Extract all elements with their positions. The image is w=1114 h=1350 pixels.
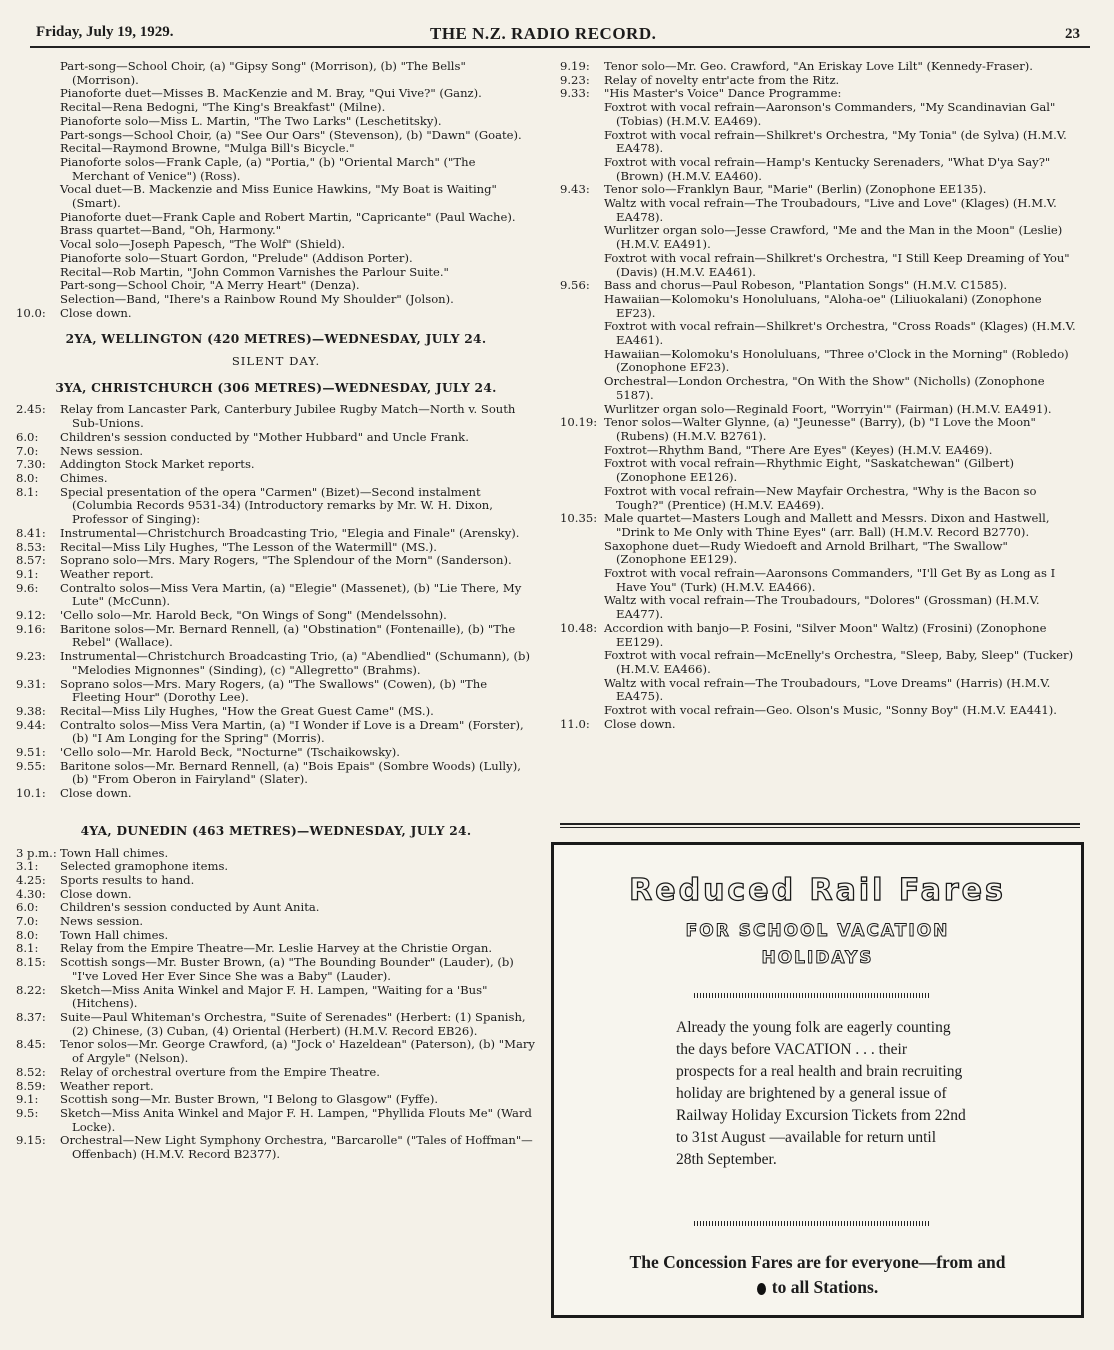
programme-item	[560, 485, 1080, 512]
page-number: 23	[1065, 26, 1080, 42]
programme-item	[560, 74, 1080, 88]
programme-time	[16, 129, 60, 143]
programme-item	[16, 541, 536, 555]
ad-body-text: Already the young folk are eagerly counting the days before VACATION . . . their prospects for a real health and brain recruiting holiday are brightened by a general issue of Railway Holiday Excursion Tickets from 22nd to 31st August —available for return until 28th September.	[676, 1019, 966, 1168]
programme-text: Weather report.	[60, 566, 154, 581]
programme-item	[560, 293, 1080, 320]
programme-time	[560, 457, 604, 484]
programme-text: Relay from the Empire Theatre—Mr. Leslie Harvey at the Christie Organ.	[60, 941, 493, 956]
programme-text: Town Hall chimes.	[60, 927, 169, 942]
programme-item	[16, 129, 536, 143]
programme-time: 9.44:	[16, 717, 46, 732]
programme-time: 9.16:	[16, 621, 46, 636]
programme-time: 9.33:	[560, 86, 590, 101]
programme-time: 8.57:	[16, 553, 46, 568]
programme-item	[16, 293, 536, 307]
programme-time	[560, 156, 604, 183]
programme-time: 10.48:	[560, 620, 598, 635]
header-rule	[30, 46, 1090, 48]
programme-text: Addington Stock Market reports.	[60, 457, 255, 472]
programme-text: Foxtrot with vocal refrain—Hamp's Kentucky Serenaders, "What D'ya Say?" (Brown) (H.M.V. EA460).	[604, 154, 1051, 183]
programme-item	[16, 156, 536, 183]
programme-item	[16, 650, 536, 677]
programme-time: 9.55:	[16, 758, 46, 773]
programme-time	[560, 540, 604, 567]
programme-time	[16, 115, 60, 129]
programme-item	[16, 1080, 536, 1094]
programme-text: Orchestral—London Orchestra, "On With the Show" (Nicholls) (Zonophone 5187).	[604, 374, 1045, 402]
programme-text: Selection—Band, "Ihere's a Rainbow Round My Shoulder" (Jolson).	[60, 291, 454, 306]
programme-text: Close down.	[60, 786, 132, 801]
programme-text: Recital—Rob Martin, "John Common Varnishes the Parlour Suite."	[60, 264, 449, 279]
programme-time: 10.0:	[16, 305, 46, 320]
programme-text: Hawaiian—Kolomoku's Honoluluans, "Aloha-oe" (Liliuokalani) (Zonophone EF23).	[604, 291, 1042, 320]
programme-text: Soprano solo—Mrs. Mary Rogers, "The Splendour of the Morn" (Sanderson).	[60, 553, 512, 568]
station-heading-wellington: 2YA, WELLINGTON (420 METRES)—WEDNESDAY, JULY 24.	[65, 332, 487, 347]
programme-item	[16, 609, 536, 623]
programme-item	[560, 156, 1080, 183]
programme-time	[16, 252, 60, 266]
programme-text: Waltz with vocal refrain—The Troubadours, "Live and Love" (Klages) (H.M.V. EA478).	[604, 196, 1057, 224]
programme-time: 7.0:	[16, 914, 39, 929]
programme-item	[560, 444, 1080, 458]
programme-text: Tenor solos—Walter Glynne, (a) "Jeunesse" (Barry), (b) "I Love the Moon" (Rubens) (H.M.V. B2761).	[604, 415, 1036, 443]
programme-item	[16, 472, 536, 486]
programme-time	[560, 403, 604, 417]
programme-time	[560, 348, 604, 375]
programme-item	[16, 568, 536, 582]
programme-time: 9.23:	[16, 649, 46, 664]
programme-item	[560, 649, 1080, 676]
programme-time: 7.0:	[16, 443, 39, 458]
page-header	[30, 22, 1080, 48]
programme-time: 9.23:	[560, 72, 590, 87]
programme-time: 8.1:	[16, 941, 39, 956]
programme-text: Foxtrot with vocal refrain—Shilkret's Orchestra, "My Tonia" (de Sylva) (H.M.V. EA478).	[604, 127, 1067, 156]
ad-footer	[574, 1250, 1061, 1300]
programme-time: 8.41:	[16, 525, 46, 540]
programme-item	[560, 512, 1080, 539]
programme-text: Brass quartet—Band, "Oh, Harmony."	[60, 223, 282, 238]
column-divider	[560, 823, 1080, 825]
programme-item	[16, 942, 536, 956]
programme-text: Tenor solo—Franklyn Baur, "Marie" (Berlin) (Zonophone EE135).	[604, 182, 987, 197]
programme-text: Bass and chorus—Paul Robeson, "Plantation Songs" (H.M.V. C1585).	[604, 278, 1008, 293]
station-heading-dunedin: 4YA, DUNEDIN (463 METRES)—WEDNESDAY, JULY 24.	[80, 823, 472, 838]
programme-time: 9.56:	[560, 278, 590, 293]
ad-footer-line-2-text: to all Stations.	[771, 1277, 879, 1297]
programme-text: 'Cello solo—Mr. Harold Beck, "On Wings of Song" (Mendelssohn).	[60, 608, 447, 623]
programme-text: News session.	[60, 914, 144, 929]
programme-item	[16, 888, 536, 902]
programme-text: Recital—Miss Lily Hughes, "How the Great Guest Came" (MS.).	[60, 703, 434, 718]
programme-item	[560, 677, 1080, 704]
programme-time: 9.12:	[16, 608, 46, 623]
programme-time: 6.0:	[16, 429, 39, 444]
programme-time	[16, 60, 60, 87]
programme-item	[560, 252, 1080, 279]
programme-text: Orchestral—New Light Symphony Orchestra, "Barcarolle" ("Tales of Hoffman"—Offenbach) (H.M.V. Record B2377).	[60, 1133, 533, 1162]
programme-item	[560, 224, 1080, 251]
programme-time: 9.1:	[16, 1092, 39, 1107]
programme-item	[560, 60, 1080, 74]
dunedin-programme-continued	[560, 60, 1080, 731]
programme-time	[560, 101, 604, 128]
ad-subheading-2: HOLIDAYS	[761, 948, 874, 968]
programme-text: News session.	[60, 443, 144, 458]
programme-time	[560, 444, 604, 458]
programme-text: Waltz with vocal refrain—The Troubadours, "Dolores" (Grossman) (H.M.V. EA477).	[604, 593, 1040, 622]
programme-text: Accordion with banjo—P. Fosini, "Silver Moon" Waltz) (Frosini) (Zonophone EE129).	[604, 620, 1047, 649]
programme-item	[16, 266, 536, 280]
programme-text: Male quartet—Masters Lough and Mallett and Messrs. Dixon and Hastwell, "Drink to Me Only with Thine Eyes" (arr. Ball) (H.M.V. Record B2770).	[604, 511, 1050, 539]
programme-time	[560, 704, 604, 718]
programme-time: 9.51:	[16, 745, 46, 760]
dunedin-programme	[16, 847, 536, 1162]
ad-dash-rule	[694, 993, 929, 998]
programme-time	[560, 567, 604, 594]
programme-text: Foxtrot with vocal refrain—Geo. Olson's Music, "Sonny Boy" (H.M.V. EA441).	[604, 703, 1057, 718]
programme-item	[560, 718, 1080, 732]
programme-time: 9.38:	[16, 703, 46, 718]
programme-text: Pianoforte solo—Miss L. Martin, "The Two Larks" (Leschetitsky).	[60, 113, 442, 128]
programme-item	[16, 984, 536, 1011]
right-column	[560, 60, 1080, 731]
programme-text: Contralto solos—Miss Vera Martin, (a) "I Wonder if Love is a Dream" (Forster), (b) "I Am Longing for the Spring" (Morris).	[60, 717, 524, 746]
programme-item	[16, 760, 536, 787]
programme-item	[16, 860, 536, 874]
programme-text: Baritone solos—Mr. Bernard Rennell, (a) "Bois Epais" (Sombre Woods) (Lully), (b) "From Oberon in Fairyland" (Slater).	[60, 758, 521, 787]
programme-item	[16, 224, 536, 238]
programme-item	[16, 847, 536, 861]
programme-time	[16, 101, 60, 115]
programme-time	[16, 183, 60, 210]
programme-item	[16, 431, 536, 445]
programme-text: Scottish songs—Mr. Buster Brown, (a) "The Bounding Bounder" (Lauder), (b) "I've Loved Her Ever Since She was a Baby" (Lauder).	[60, 955, 514, 983]
programme-text: Pianoforte solo—Stuart Gordon, "Prelude" (Addison Porter).	[60, 250, 413, 265]
programme-time: 2.45:	[16, 402, 46, 417]
programme-time: 8.59:	[16, 1078, 46, 1093]
programme-item	[560, 279, 1080, 293]
programme-item	[560, 704, 1080, 718]
programme-time	[16, 156, 60, 183]
programme-time	[560, 197, 604, 224]
programme-time	[560, 649, 604, 676]
programme-item	[16, 1011, 536, 1038]
programme-time	[560, 320, 604, 347]
programme-item	[16, 445, 536, 459]
programme-time: 8.53:	[16, 539, 46, 554]
programme-text: Wurlitzer organ solo—Jesse Crawford, "Me and the Man in the Moon" (Leslie) (H.M.V. EA491).	[604, 223, 1063, 252]
publication-title: THE N.Z. RADIO RECORD.	[430, 24, 657, 43]
programme-item	[560, 567, 1080, 594]
programme-text: Pianoforte duet—Frank Caple and Robert Martin, "Capricante" (Paul Wache).	[60, 209, 516, 224]
programme-text: Foxtrot with vocal refrain—Aaronson's Commanders, "My Scandinavian Gal" (Tobias) (H.M.V. EA469).	[604, 100, 1056, 128]
programme-text: Vocal solo—Joseph Papesch, "The Wolf" (Shield).	[60, 237, 346, 252]
programme-text: Close down.	[604, 716, 676, 731]
programme-text: Recital—Rena Bedogni, "The King's Breakfast" (Milne).	[60, 100, 386, 115]
ink-blot-icon	[757, 1283, 766, 1295]
programme-time	[560, 677, 604, 704]
ad-footer-line-2	[574, 1275, 1061, 1300]
programme-time: 9.6:	[16, 580, 39, 595]
programme-item	[560, 101, 1080, 128]
programme-text: Soprano solos—Mrs. Mary Rogers, (a) "The Swallows" (Cowen), (b) "The Fleeting Hour" (Dorothy Lee).	[60, 676, 488, 705]
programme-text: Selected gramophone items.	[60, 859, 229, 874]
programme-time: 8.52:	[16, 1064, 46, 1079]
programme-time: 3 p.m.:	[16, 845, 57, 860]
programme-item	[16, 403, 536, 430]
programme-item	[16, 486, 536, 527]
programme-item	[560, 622, 1080, 649]
programme-time: 10.1:	[16, 786, 46, 801]
ad-subheading: FOR SCHOOL VACATION	[685, 921, 950, 941]
programme-item	[560, 594, 1080, 621]
programme-text: Chimes.	[60, 470, 108, 485]
programme-text: Part-song—School Choir, (a) "Gipsy Song" (Morrison), (b) "The Bells" (Morrison).	[60, 59, 466, 87]
programme-time	[16, 266, 60, 280]
programme-item	[16, 458, 536, 472]
programme-time	[16, 224, 60, 238]
programme-text: Vocal duet—B. Mackenzie and Miss Eunice Hawkins, "My Boat is Waiting" (Smart).	[60, 182, 497, 211]
programme-text: Foxtrot with vocal refrain—Aaronsons Commanders, "I'll Get By as Long as I Have You" (Turk) (H.M.V. EA466).	[604, 566, 1056, 594]
programme-item	[16, 719, 536, 746]
programme-text: Suite—Paul Whiteman's Orchestra, "Suite of Serenades" (Herbert: (1) Spanish, (2) Chinese, (3) Cuban, (4) Oriental (Herbert) (H.M.V. Record EB26).	[60, 1010, 526, 1038]
programme-text: Children's session conducted by "Mother Hubbard" and Uncle Frank.	[60, 429, 469, 444]
programme-text: Sketch—Miss Anita Winkel and Major F. H. Lampen, "Phyllida Flouts Me" (Ward Locke).	[60, 1105, 532, 1134]
programme-time: 8.15:	[16, 955, 46, 970]
programme-item	[16, 307, 536, 321]
programme-item	[560, 87, 1080, 101]
programme-text: Weather report.	[60, 1078, 154, 1093]
programme-item	[16, 874, 536, 888]
programme-time: 11.0:	[560, 716, 590, 731]
programme-item	[16, 956, 536, 983]
programme-item	[16, 183, 536, 210]
programme-item	[16, 101, 536, 115]
rail-fares-advertisement	[551, 842, 1084, 1318]
programme-text: Town Hall chimes.	[60, 845, 169, 860]
programme-time: 9.43:	[560, 182, 590, 197]
programme-time	[16, 87, 60, 101]
programme-text: Wurlitzer organ solo—Reginald Foort, "Worryin'" (Fairman) (H.M.V. EA491).	[604, 401, 1052, 416]
programme-time: 6.0:	[16, 900, 39, 915]
programme-item	[560, 197, 1080, 224]
programme-item	[560, 183, 1080, 197]
programme-item	[16, 705, 536, 719]
programme-time: 9.1:	[16, 566, 39, 581]
programme-text: Instrumental—Christchurch Broadcasting Trio, "Elegia and Finale" (Arensky).	[60, 525, 520, 540]
programme-item	[16, 142, 536, 156]
programme-item	[16, 238, 536, 252]
programme-text: Baritone solos—Mr. Bernard Rennell, (a) "Obstination" (Fontenaille), (b) "The Rebel" (Wallace).	[60, 621, 516, 650]
programme-time: 4.25:	[16, 872, 46, 887]
programme-text: 'Cello solo—Mr. Harold Beck, "Nocturne" (Tschaikowsky).	[60, 745, 400, 760]
programme-time: 8.1:	[16, 484, 39, 499]
ad-headline: Reduced Rail Fares	[629, 873, 1006, 908]
programme-time	[16, 238, 60, 252]
programme-item	[560, 320, 1080, 347]
programme-item	[16, 211, 536, 225]
programme-time: 9.19:	[560, 59, 590, 73]
programme-item	[16, 678, 536, 705]
programme-time	[16, 293, 60, 307]
christchurch-programme	[16, 403, 536, 800]
left-column	[16, 60, 536, 1162]
programme-text: Tenor solos—Mr. George Crawford, (a) "Jock o' Hazeldean" (Paterson), (b) "Mary of Argyle" (Nelson).	[60, 1037, 535, 1066]
programme-item	[16, 252, 536, 266]
programme-time: 8.22:	[16, 982, 46, 997]
programme-text: Recital—Miss Lily Hughes, "The Lesson of the Watermill" (MS.).	[60, 539, 437, 554]
programme-text: Instrumental—Christchurch Broadcasting Trio, (a) "Abendlied" (Schumann), (b) "Melodies Mignonnes" (Sinding), (c) "Allegretto" (Brahms).	[60, 649, 531, 677]
programme-time	[560, 594, 604, 621]
programme-text: Tenor solo—Mr. Geo. Crawford, "An Eriskay Love Lilt" (Kennedy-Fraser).	[604, 59, 1033, 73]
programme-item	[16, 901, 536, 915]
programme-text: Foxtrot with vocal refrain—New Mayfair Orchestra, "Why is the Bacon so Tough?" (Prentice) (H.M.V. EA469).	[604, 483, 1037, 512]
programme-text: Foxtrot—Rhythm Band, "There Are Eyes" (Keyes) (H.M.V. EA469).	[604, 442, 993, 457]
programme-item	[16, 1066, 536, 1080]
programme-time: 9.15:	[16, 1133, 46, 1148]
programme-item	[16, 623, 536, 650]
programme-item	[16, 746, 536, 760]
programme-item	[16, 279, 536, 293]
programme-item	[16, 87, 536, 101]
programme-time: 8.45:	[16, 1037, 46, 1052]
programme-text: Relay of novelty entr'acte from the Ritz.	[604, 72, 840, 87]
programme-time	[560, 252, 604, 279]
programme-text: Relay of orchestral overture from the Empire Theatre.	[60, 1064, 380, 1079]
ad-footer-line-1: The Concession Fares are for everyone—from and	[629, 1252, 1006, 1272]
issue-date: Friday, July 19, 1929.	[36, 24, 174, 40]
programme-time	[560, 129, 604, 156]
programme-text: Foxtrot with vocal refrain—Shilkret's Orchestra, "I Still Keep Dreaming of You" (Davis) (H.M.V. EA461).	[604, 250, 1070, 279]
programme-item	[16, 1093, 536, 1107]
programme-item	[16, 60, 536, 87]
programme-text: Contralto solos—Miss Vera Martin, (a) "Elegie" (Massenet), (b) "Lie There, My Lute" (McCunn).	[60, 580, 522, 609]
programme-item	[16, 787, 536, 801]
programme-text: Relay from Lancaster Park, Canterbury Jubilee Rugby Match—North v. South Sub-Unions.	[60, 402, 516, 431]
programme-time: 8.37:	[16, 1010, 46, 1024]
programme-continued	[16, 60, 536, 320]
programme-text: Children's session conducted by Aunt Anita.	[60, 900, 320, 915]
programme-time: 7.30:	[16, 457, 46, 472]
programme-text: Pianoforte duet—Misses B. MacKenzie and M. Bray, "Qui Vive?" (Ganz).	[60, 86, 482, 101]
programme-item	[16, 115, 536, 129]
programme-text: Waltz with vocal refrain—The Troubadours, "Love Dreams" (Harris) (H.M.V. EA475).	[604, 675, 1051, 704]
programme-time	[560, 375, 604, 402]
programme-text: Foxtrot with vocal refrain—McEnelly's Orchestra, "Sleep, Baby, Sleep" (Tucker) (H.M.V. EA466).	[604, 648, 1074, 676]
programme-time: 9.5:	[16, 1105, 39, 1120]
programme-text: Foxtrot with vocal refrain—Shilkret's Orchestra, "Cross Roads" (Klages) (H.M.V. EA461).	[604, 319, 1076, 348]
programme-item	[560, 540, 1080, 567]
programme-time	[560, 293, 604, 320]
station-heading-christchurch: 3YA, CHRISTCHURCH (306 METRES)—WEDNESDAY, JULY 24.	[55, 380, 497, 395]
programme-time	[16, 279, 60, 293]
programme-time	[560, 224, 604, 251]
programme-text: Saxophone duet—Rudy Wiedoeft and Arnold Brilhart, "The Swallow" (Zonophone EE129).	[604, 538, 1008, 567]
programme-item	[560, 129, 1080, 156]
programme-text: Sketch—Miss Anita Winkel and Major F. H. Lampen, "Waiting for a 'Bus" (Hitchens).	[60, 982, 488, 1011]
silent-day-note: SILENT DAY.	[231, 354, 321, 369]
programme-item	[16, 1134, 536, 1161]
programme-item	[16, 915, 536, 929]
column-divider-thin	[560, 827, 1080, 828]
programme-text: Hawaiian—Kolomoku's Honoluluans, "Three o'Clock in the Morning" (Robledo) (Zonophone EF23).	[604, 346, 1069, 375]
programme-item	[16, 582, 536, 609]
programme-text: Close down.	[60, 305, 132, 320]
programme-text: Recital—Raymond Browne, "Mulga Bill's Bicycle."	[60, 141, 355, 156]
programme-text: Close down.	[60, 886, 132, 901]
programme-time: 10.19:	[560, 415, 598, 430]
ad-dash-rule-bottom	[694, 1221, 929, 1226]
programme-item	[16, 1107, 536, 1134]
programme-text: Part-song—School Choir, "A Merry Heart" (Denza).	[60, 278, 360, 293]
programme-text: Foxtrot with vocal refrain—Rhythmic Eight, "Saskatchewan" (Gilbert) (Zonophone EE126).	[604, 456, 1015, 485]
programme-item	[16, 1038, 536, 1065]
programme-text: Scottish song—Mr. Buster Brown, "I Belong to Glasgow" (Fyffe).	[60, 1092, 439, 1107]
programme-time: 8.0:	[16, 927, 39, 942]
programme-time: 9.31:	[16, 676, 46, 691]
programme-item	[16, 929, 536, 943]
programme-text: Part-songs—School Choir, (a) "See Our Oars" (Stevenson), (b) "Dawn" (Goate).	[60, 127, 522, 142]
programme-text: Sports results to hand.	[60, 872, 195, 887]
programme-text: "His Master's Voice" Dance Programme:	[604, 86, 842, 101]
programme-item	[560, 348, 1080, 375]
programme-item	[560, 375, 1080, 402]
programme-time	[560, 485, 604, 512]
programme-item	[16, 554, 536, 568]
programme-time: 10.35:	[560, 511, 598, 526]
programme-item	[16, 527, 536, 541]
programme-time	[16, 142, 60, 156]
programme-item	[560, 416, 1080, 443]
programme-item	[560, 457, 1080, 484]
programme-item	[560, 403, 1080, 417]
programme-time	[16, 211, 60, 225]
programme-time: 8.0:	[16, 470, 39, 485]
programme-time: 4.30:	[16, 886, 46, 901]
programme-time: 3.1:	[16, 859, 39, 874]
programme-text: Pianoforte solos—Frank Caple, (a) "Portia," (b) "Oriental March" ("The Merchant of Venice") (Ross).	[60, 154, 476, 183]
programme-text: Special presentation of the opera "Carmen" (Bizet)—Second instalment (Columbia Records 9531-34) (Introductory remarks by Mr. W. H. Dixon, Professor of Singing):	[60, 484, 493, 527]
